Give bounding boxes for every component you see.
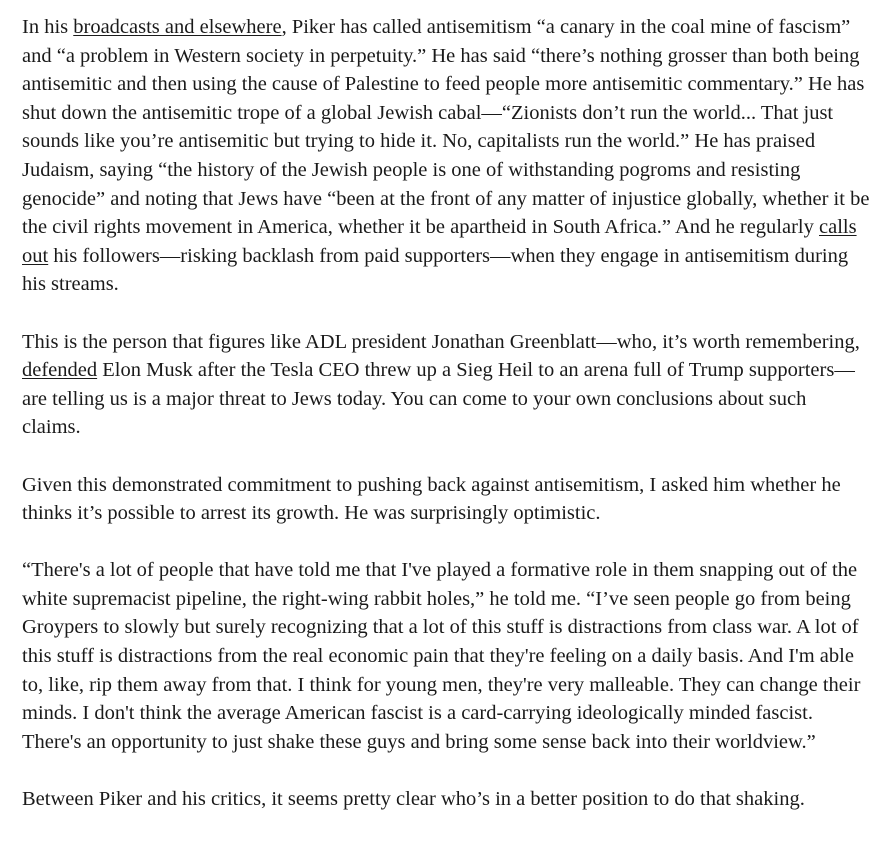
paragraph-2-text-b: Elon Musk after the Tesla CEO threw up a Sieg Heil to an arena full of Trump supporters—are telling us is a major threat to Jews today. You can come to your own conclusions about such claims. <box>22 359 855 439</box>
broadcasts-link[interactable]: broadcasts and elsewhere <box>73 16 282 38</box>
paragraph-1-text-a: In his <box>22 16 74 38</box>
article-body <box>22 13 870 814</box>
paragraph-2-text-a: This is the person that figures like ADL president Jonathan Greenblatt—who, it’s worth remembering, <box>22 330 860 353</box>
paragraph-1-text-c: his followers—risking backlash from paid supporters—when they engage in antisemitism during his streams. <box>22 244 849 296</box>
paragraph-5: Between Piker and his critics, it seems pretty clear who’s in a better position to do that shaking. <box>22 788 805 811</box>
paragraph-2 <box>22 328 870 442</box>
defended-link[interactable]: defended <box>22 359 98 382</box>
paragraph-1-text-b: , Piker has called antisemitism “a canary in the coal mine of fascism” and “a problem in Western society in perpetuity.” He has said “there’s nothing grosser than both being antisemitic and then using the cause of Palestine to feed people more antisemitic commentary.” He has shut down the antisemitic trope of a global Jewish cabal—“Zionists don’t run the world... That just sounds like you’re antisemitic but trying to hide it. No, capitalists run the world.” He has praised Judaism, saying “the history of the Jewish people is one of withstanding pogroms and resisting genocide” and noting that Jews have “been at the front of any matter of injustice globally, whether it be the civil rights movement in America, whether it be apartheid in South Africa.” And he regularly <box>22 16 870 239</box>
paragraph-3: Given this demonstrated commitment to pushing back against antisemitism, I asked him whether he thinks it’s possible to arrest its growth. He was surprisingly optimistic. <box>22 473 841 525</box>
calls-out-link[interactable]: calls out <box>22 216 857 267</box>
paragraph-1 <box>22 13 870 299</box>
paragraph-4-quote: “There's a lot of people that have told me that I've played a formative role in them snapping out of the white supremacist pipeline, the right-wing rabbit holes,” he told me. “I’ve seen people go from being Groypers to slowly but surely recognizing that a lot of this stuff is distractions from class war. A lot of this stuff is distractions from the real economic pain that they're feeling on a daily basis. And I'm able to, like, rip them away from that. I think for young men, they're very malleable. They can change their minds. I don't think the average American fascist is a card-carrying ideologically minded fascist. There's an opportunity to just shake these guys and bring some sense back into their worldview.” <box>22 559 861 753</box>
